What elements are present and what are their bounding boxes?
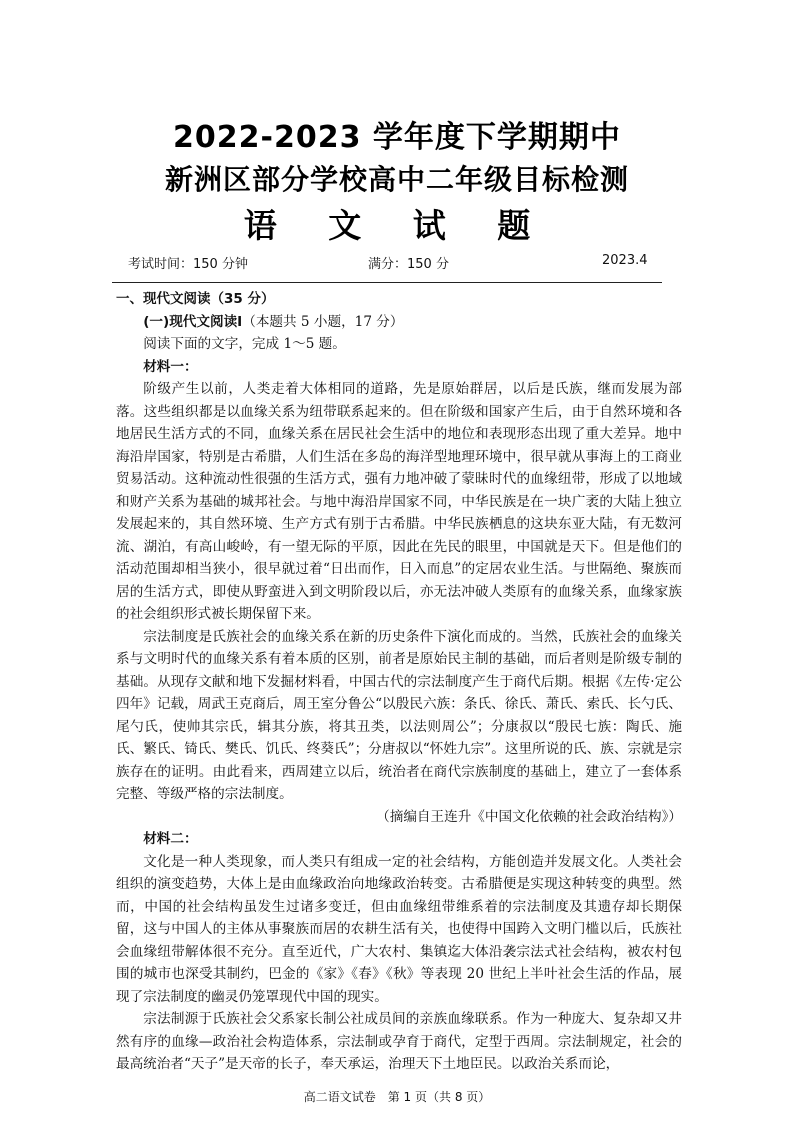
material1-paragraph-2: 宗法制度是氏族社会的血缘关系在新的历史条件下演化而成的。当然，氏族社会的血缘关系与文明时代的血缘关系有着本质的区别，前者是原始民主制的基础，而后者则是阶级专制的基础。从现存文献和地下发掘材料看，中国古代的宗法制度产生于商代后期。根据《左传·定公四年》记载，周武王克商后，周王室分鲁公“以殷民六族：条氏、徐氏、萧氏、索氏、长勺氏、尾勺氏，使帅其宗氏，辑其分族，将其丑类，以法则周公”；分康叔以“殷民七族：陶氏、施氏、繁氏、锜氏、樊氏、饥氏、终葵氏”；分唐叔以“怀姓九宗”。这里所说的氏、族、宗就是宗族存在的证明。由此看来，西周建立以后，统治者在商代宗族制度的基础上，建立了一套体系完整、等级严格的宗法制度。 [116,628,682,802]
subsection-note: （本题共 5 小题，17 分） [242,313,404,330]
exam-time: 考试时间：150 分钟 [128,257,248,272]
exam-subject-title: 语 文 试 题 [243,206,551,245]
section-heading: 一、现代文阅读（35 分） [116,291,275,307]
page-footer: 高二语文试卷 第 1 页（共 8 页） [303,1090,491,1104]
exam-body [116,288,682,1076]
material-label: 材料一： [143,358,198,375]
material-label: 材料二： [143,831,198,847]
reading-instruction: 阅读下面的文字，完成 1～5 题。 [143,336,346,352]
exam-term-title: 2022-2023 学年度下学期期中 [173,120,621,155]
material1-source: （摘编自王连升《中国文化依赖的社会政治结构》） [376,808,682,825]
material2-paragraph-2: 宗法制源于氏族社会父系家长制公社成员间的亲族血缘联系。作为一种庞大、复杂却又井然有序的血缘—政治社会构造体系，宗法制或孕育于商代，定型于西周。宗法制规定，社会的最高统治者“天子”是天帝的长子，奉天承运，治理天下土地臣民。以政治关系而论， [116,1011,682,1072]
subsection-heading [116,311,682,334]
exam-full-score: 满分：150 分 [368,257,449,272]
exam-date: 2023.4 [602,253,648,268]
material2-paragraph-1: 文化是一种人类现象，而人类只有组成一定的社会结构，方能创造并发展文化。人类社会组织的演变趋势，大体上是由血缘政治向地缘政治转变。古希腊便是实现这种转变的典型。然而，中国的社会结构虽发生过诸多变迁，但由血缘纽带维系着的宗法制度及其遗存却长期保留，这与中国人的主体从事聚族而居的农耕生活有关，也使得中国跨入文明门槛以后，氏族社会血缘纽带解体很不充分。直至近代，广大农村、集镇迄大体沿袭宗法式社会结构，被农村包围的城市也深受其制约，巴金的《家》《春》《秋》等表现 20 世纪上半叶社会生活的作品，展现了宗法制度的幽灵仍笼罩现代中国的现实。 [116,853,682,1005]
subsection-title: (一)现代文阅读Ⅰ [143,313,243,330]
header-divider [112,282,662,283]
material1-paragraph-1: 阶级产生以前，人类走着大体相同的道路，先是原始群居，以后是氏族，继而发展为部落。这些组织都是以血缘关系为纽带联系起来的。但在阶级和国家产生后，由于自然环境和各地居民生活方式的不同，血缘关系在居民社会生活中的地位和表现形态出现了重大差异。地中海沿岸国家，特别是古希腊，人们生活在多岛的海洋型地理环境中，很早就从事海上的工商业贸易活动。这种流动性很强的生活方式，强有力地冲破了蒙昧时代的血缘纽带，形成了以地域和财产关系为基础的城邦社会。与地中海沿岸国家不同，中华民族是在一块广袤的大陆上独立发展起来的，其自然环境、生产方式有别于古希腊。中华民族栖息的这块东亚大陆，有无数河流、湖泊，有高山峻岭，有一望无际的平原，因此在先民的眼里，中国就是天下。但是他们的活动范围却相当狭小，很早就过着“日出而作，日入而息”的定居农业生活。与世隔绝、聚族而居的生活方式，即使从野蛮进入到文明阶段以后，亦无法冲破人类原有的血缘关系，血缘家族的社会组织形式被长期保留下来。 [116,381,682,622]
exam-school-title: 新洲区部分学校高中二年级目标检测 [164,163,629,196]
